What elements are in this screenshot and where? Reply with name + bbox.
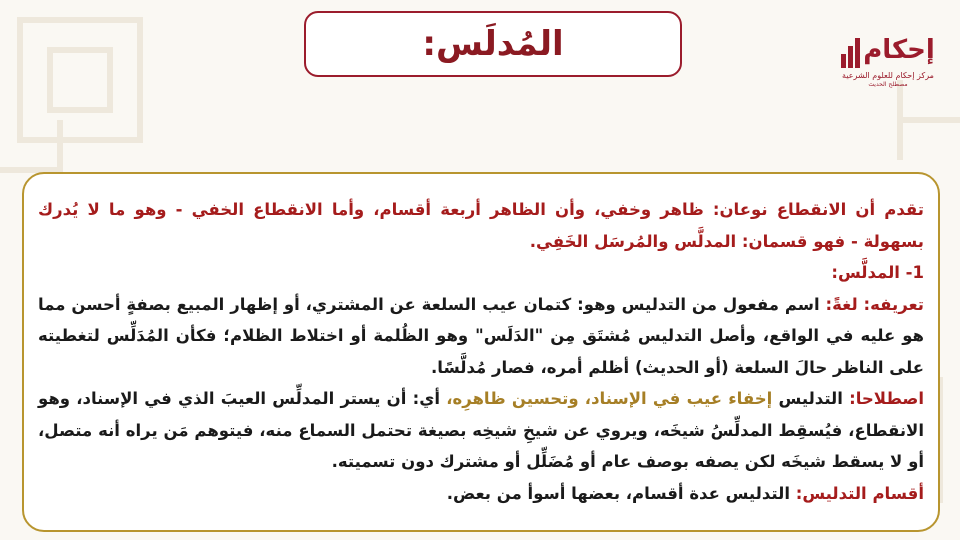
- lugha-paragraph: [38, 289, 924, 384]
- logo-word: إحكام: [863, 35, 935, 65]
- istilah-part2: أي: أن يستر المدلِّس العيبَ الذي في الإسناد، وهو الانقطاع، فيُسقِط المدلِّسُ شيخَه، ويروي عن شيخِ شيخِه بصيغة تحتمل السماع منه، فيتوهم مَن يراه أنه متصل، أو لا يسقط شيخَه لكن يصفه بوصف عام أو مُضَلِّل أو مشترك دون تسميته.: [38, 389, 924, 471]
- title-box: [304, 11, 682, 77]
- logo-bars-icon: [841, 34, 860, 68]
- istilah-paragraph: [38, 383, 924, 478]
- section-heading: [38, 257, 924, 289]
- content-box: [22, 172, 940, 532]
- lugha-text: اسم مفعول من التدليس وهو: كتمان عيب السلعة عن المشتري، أو إظهار المبيع بصفةٍ أحسن مما هو عليه في الواقع، وأصل التدليس مُشتَق مِن "الدَلَس" وهو الظُلمة أو اختلاط الظلام؛ فكأن المُدَلِّس لتغطيته على الناظر حالَ السلعة (أو الحديث) أظلم أمره، فصار مُدلَّسًا.: [38, 294, 924, 377]
- logo: [838, 28, 938, 98]
- lugha-label: تعريفه: لغةً:: [825, 294, 924, 314]
- istilah-label: اصطلاحا:: [849, 389, 925, 408]
- aqsam-label: أقسام التدليس:: [795, 483, 924, 503]
- intro-text: تقدم أن الانقطاع نوعان: ظاهر وخفي، وأن الظاهر أربعة أقسام، وأما الانقطاع الخفي - وهو ما لا يُدرك بسهولة - فهو قسمان: المدلَّس والمُرسَل الخَفِي.: [38, 200, 924, 251]
- intro-paragraph: [38, 194, 924, 257]
- logo-subtitle-2: مصطلح الحديث: [868, 81, 908, 88]
- page-title: المُدلَس:: [422, 24, 564, 64]
- istilah-highlight: إخفاء عيب في الإسناد، وتحسين ظاهرِه،: [446, 389, 773, 408]
- aqsam-text: التدليس عدة أقسام، بعضها أسوأ من بعض.: [446, 483, 790, 503]
- logo-mark: [838, 28, 938, 68]
- logo-subtitle: مركز إحكام للعلوم الشرعية: [842, 71, 934, 80]
- section-heading-text: 1- المدلَّس:: [831, 263, 924, 282]
- istilah-part1: التدليس: [778, 389, 843, 408]
- aqsam-paragraph: [38, 478, 924, 510]
